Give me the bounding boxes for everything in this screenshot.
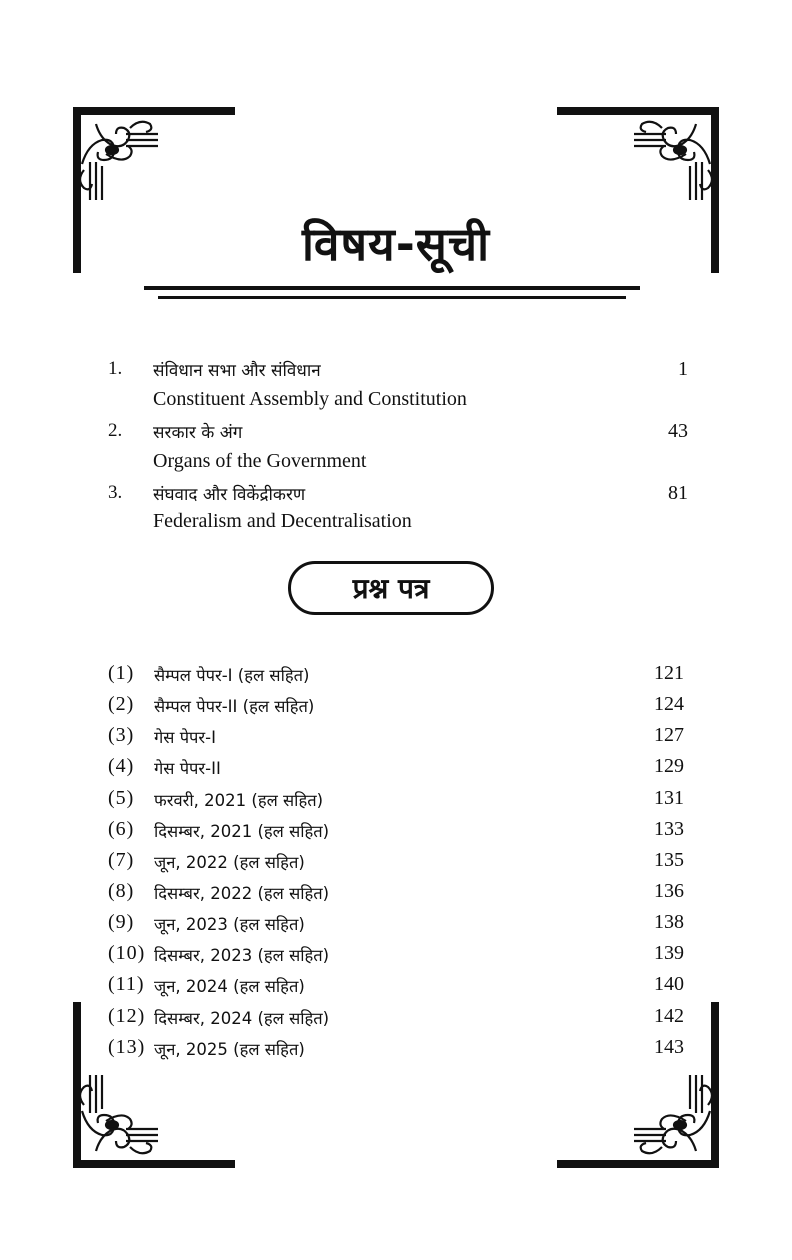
paper-page: 121 bbox=[654, 662, 684, 684]
paper-page: 136 bbox=[654, 880, 684, 902]
paper-row bbox=[108, 1036, 684, 1066]
paper-page: 133 bbox=[654, 818, 684, 840]
paper-label: गेस पेपर-II bbox=[154, 759, 221, 778]
paper-label: दिसम्बर, 2022 (हल सहित) bbox=[154, 884, 330, 903]
paper-number: (6) bbox=[108, 818, 135, 840]
chapter-row-english bbox=[108, 510, 688, 540]
chapter-page: 1 bbox=[678, 358, 688, 380]
paper-page: 131 bbox=[654, 787, 684, 809]
chapter-row bbox=[108, 482, 688, 512]
paper-number: (3) bbox=[108, 724, 135, 746]
chapter-title-english: Organs of the Government bbox=[153, 450, 367, 472]
paper-number: (13) bbox=[108, 1036, 146, 1058]
paper-number: (1) bbox=[108, 662, 135, 684]
paper-label: गेस पेपर-I bbox=[154, 728, 217, 747]
paper-row bbox=[108, 787, 684, 817]
paper-label: दिसम्बर, 2023 (हल सहित) bbox=[154, 946, 330, 965]
paper-page: 143 bbox=[654, 1036, 684, 1058]
paper-label: जून, 2022 (हल सहित) bbox=[154, 853, 305, 872]
chapter-number: 2. bbox=[108, 420, 123, 441]
paper-label: फरवरी, 2021 (हल सहित) bbox=[154, 791, 324, 810]
paper-label: जून, 2024 (हल सहित) bbox=[154, 977, 305, 996]
paper-row bbox=[108, 818, 684, 848]
paper-row bbox=[108, 849, 684, 879]
papers-heading: प्रश्न पत्र bbox=[288, 561, 494, 615]
title-underline bbox=[144, 286, 640, 290]
paper-number: (9) bbox=[108, 911, 135, 933]
chapter-title-hindi: संघवाद और विकेंद्रीकरण bbox=[153, 485, 306, 505]
paper-number: (2) bbox=[108, 693, 135, 715]
paper-number: (5) bbox=[108, 787, 135, 809]
paper-label: सैम्पल पेपर-II (हल सहित) bbox=[154, 697, 315, 716]
paper-label: जून, 2025 (हल सहित) bbox=[154, 1040, 305, 1059]
paper-page: 129 bbox=[654, 755, 684, 777]
chapter-title-hindi: संविधान सभा और संविधान bbox=[153, 361, 321, 381]
chapter-title-hindi: सरकार के अंग bbox=[153, 423, 243, 443]
paper-page: 135 bbox=[654, 849, 684, 871]
paper-row bbox=[108, 662, 684, 692]
paper-row bbox=[108, 973, 684, 1003]
chapter-number: 3. bbox=[108, 482, 123, 503]
paper-number: (12) bbox=[108, 1005, 146, 1027]
chapter-title-english: Federalism and Decentralisation bbox=[153, 510, 412, 532]
paper-row bbox=[108, 942, 684, 972]
chapter-row bbox=[108, 420, 688, 450]
paper-row bbox=[108, 880, 684, 910]
chapter-row-english bbox=[108, 388, 688, 418]
paper-page: 127 bbox=[654, 724, 684, 746]
paper-page: 124 bbox=[654, 693, 684, 715]
paper-row bbox=[108, 755, 684, 785]
paper-row bbox=[108, 724, 684, 754]
paper-page: 138 bbox=[654, 911, 684, 933]
paper-row bbox=[108, 693, 684, 723]
chapter-page: 43 bbox=[668, 420, 688, 442]
paper-row bbox=[108, 1005, 684, 1035]
paper-number: (8) bbox=[108, 880, 135, 902]
paper-page: 139 bbox=[654, 942, 684, 964]
chapter-page: 81 bbox=[668, 482, 688, 504]
paper-number: (4) bbox=[108, 755, 135, 777]
paper-number: (10) bbox=[108, 942, 146, 964]
chapter-title-english: Constituent Assembly and Constitution bbox=[153, 388, 467, 410]
paper-label: दिसम्बर, 2024 (हल सहित) bbox=[154, 1009, 330, 1028]
paper-row bbox=[108, 911, 684, 941]
paper-label: जून, 2023 (हल सहित) bbox=[154, 915, 305, 934]
paper-number: (11) bbox=[108, 973, 145, 995]
paper-page: 142 bbox=[654, 1005, 684, 1027]
paper-number: (7) bbox=[108, 849, 135, 871]
page-title: विषय-सूची bbox=[301, 217, 491, 271]
chapter-row-english bbox=[108, 450, 688, 480]
chapter-row bbox=[108, 358, 688, 388]
title-underline-inner bbox=[158, 296, 626, 299]
chapter-number: 1. bbox=[108, 358, 123, 379]
paper-label: दिसम्बर, 2021 (हल सहित) bbox=[154, 822, 330, 841]
paper-page: 140 bbox=[654, 973, 684, 995]
paper-label: सैम्पल पेपर-I (हल सहित) bbox=[154, 666, 310, 685]
